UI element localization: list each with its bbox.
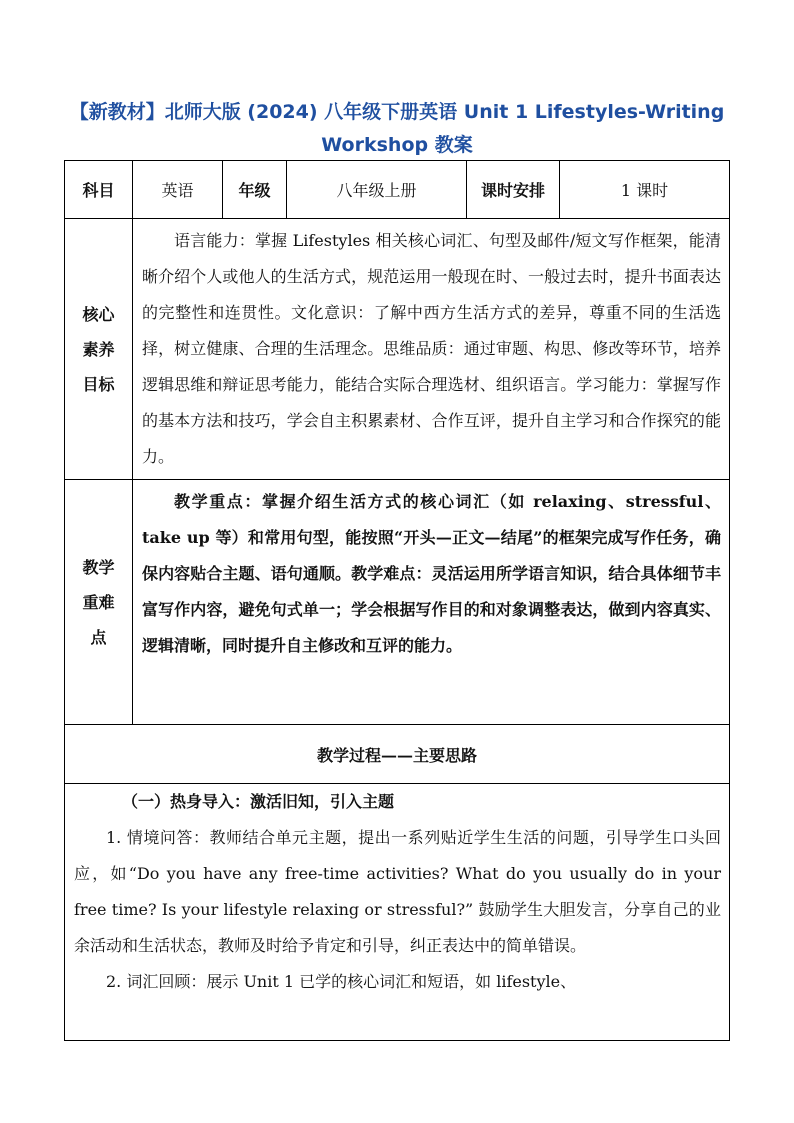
- goals-text: 语言能力：掌握 Lifestyles 相关核心词汇、句型及邮件/短文写作框架，能清晰介绍个人或他人的生活方式，规范运用一般现在时、一般过去时，提升书面表达的完整性和连贯性。文化意识：了解中西方生活方式的差异，尊重不同的生活选择，树立健康、合理的生活理念。思维品质：通过审题、构思、修改等环节，培养逻辑思维和辩证思考能力，能结合实际合理选材、组织语言。学习能力：掌握写作的基本方法和技巧，学会自主积累素材、合作互评，提升自主学习和合作探究的能力。: [133, 219, 730, 480]
- process-heading-row: [65, 725, 730, 784]
- document-title: 【新教材】北师大版 (2024) 八年级下册英语 Unit 1 Lifestyles-Writing Workshop 教案: [69, 101, 725, 156]
- header-row: [65, 161, 730, 219]
- process-item: 1. 情境问答：教师结合单元主题，提出一系列贴近学生生活的问题，引导学生口头回应，如“Do you have any free-time activities? What do you usually do in your free time? Is your lifestyle relaxing or stressful?” 鼓励学生大胆发言，分享自己的业余活动和生活状态，教师及时给予肯定和引导，纠正表达中的简单错误。: [74, 828, 721, 955]
- schedule-value: 1 课时: [560, 161, 730, 219]
- process-body: [65, 784, 730, 1041]
- goals-label-line: 目标: [82, 374, 115, 394]
- goals-row: [65, 219, 730, 480]
- goals-label-line: 核心: [82, 304, 115, 324]
- goals-label: [65, 219, 133, 480]
- process-body-row: [65, 784, 730, 1041]
- goals-label-line: 素养: [82, 339, 115, 359]
- keypoints-label-line: 点: [90, 627, 107, 647]
- grade-label: 年级: [223, 161, 287, 219]
- keypoints-text: 教学重点：掌握介绍生活方式的核心词汇（如 relaxing、stressful、take up 等）和常用句型，能按照“开头—正文—结尾”的框架完成写作任务，确保内容贴合主题、语句通顺。教学难点：灵活运用所学语言知识，结合具体细节丰富写作内容，避免句式单一；学会根据写作目的和对象调整表达，做到内容真实、逻辑清晰，同时提升自主修改和互评的能力。: [133, 480, 730, 725]
- keypoints-label-line: 重难: [82, 592, 115, 612]
- keypoints-row: [65, 480, 730, 725]
- lesson-plan-table: [64, 160, 730, 1041]
- process-item: 2. 词汇回顾：展示 Unit 1 已学的核心词汇和短语，如 lifestyle、: [106, 972, 577, 991]
- process-heading: 教学过程——主要思路: [65, 725, 730, 784]
- section-title: （一）热身导入：激活旧知，引入主题: [122, 792, 395, 811]
- subject-value: 英语: [133, 161, 223, 219]
- subject-label: 科目: [65, 161, 133, 219]
- keypoints-label: [65, 480, 133, 725]
- keypoints-label-line: 教学: [82, 557, 115, 577]
- grade-value: 八年级上册: [287, 161, 467, 219]
- schedule-label: 课时安排: [467, 161, 560, 219]
